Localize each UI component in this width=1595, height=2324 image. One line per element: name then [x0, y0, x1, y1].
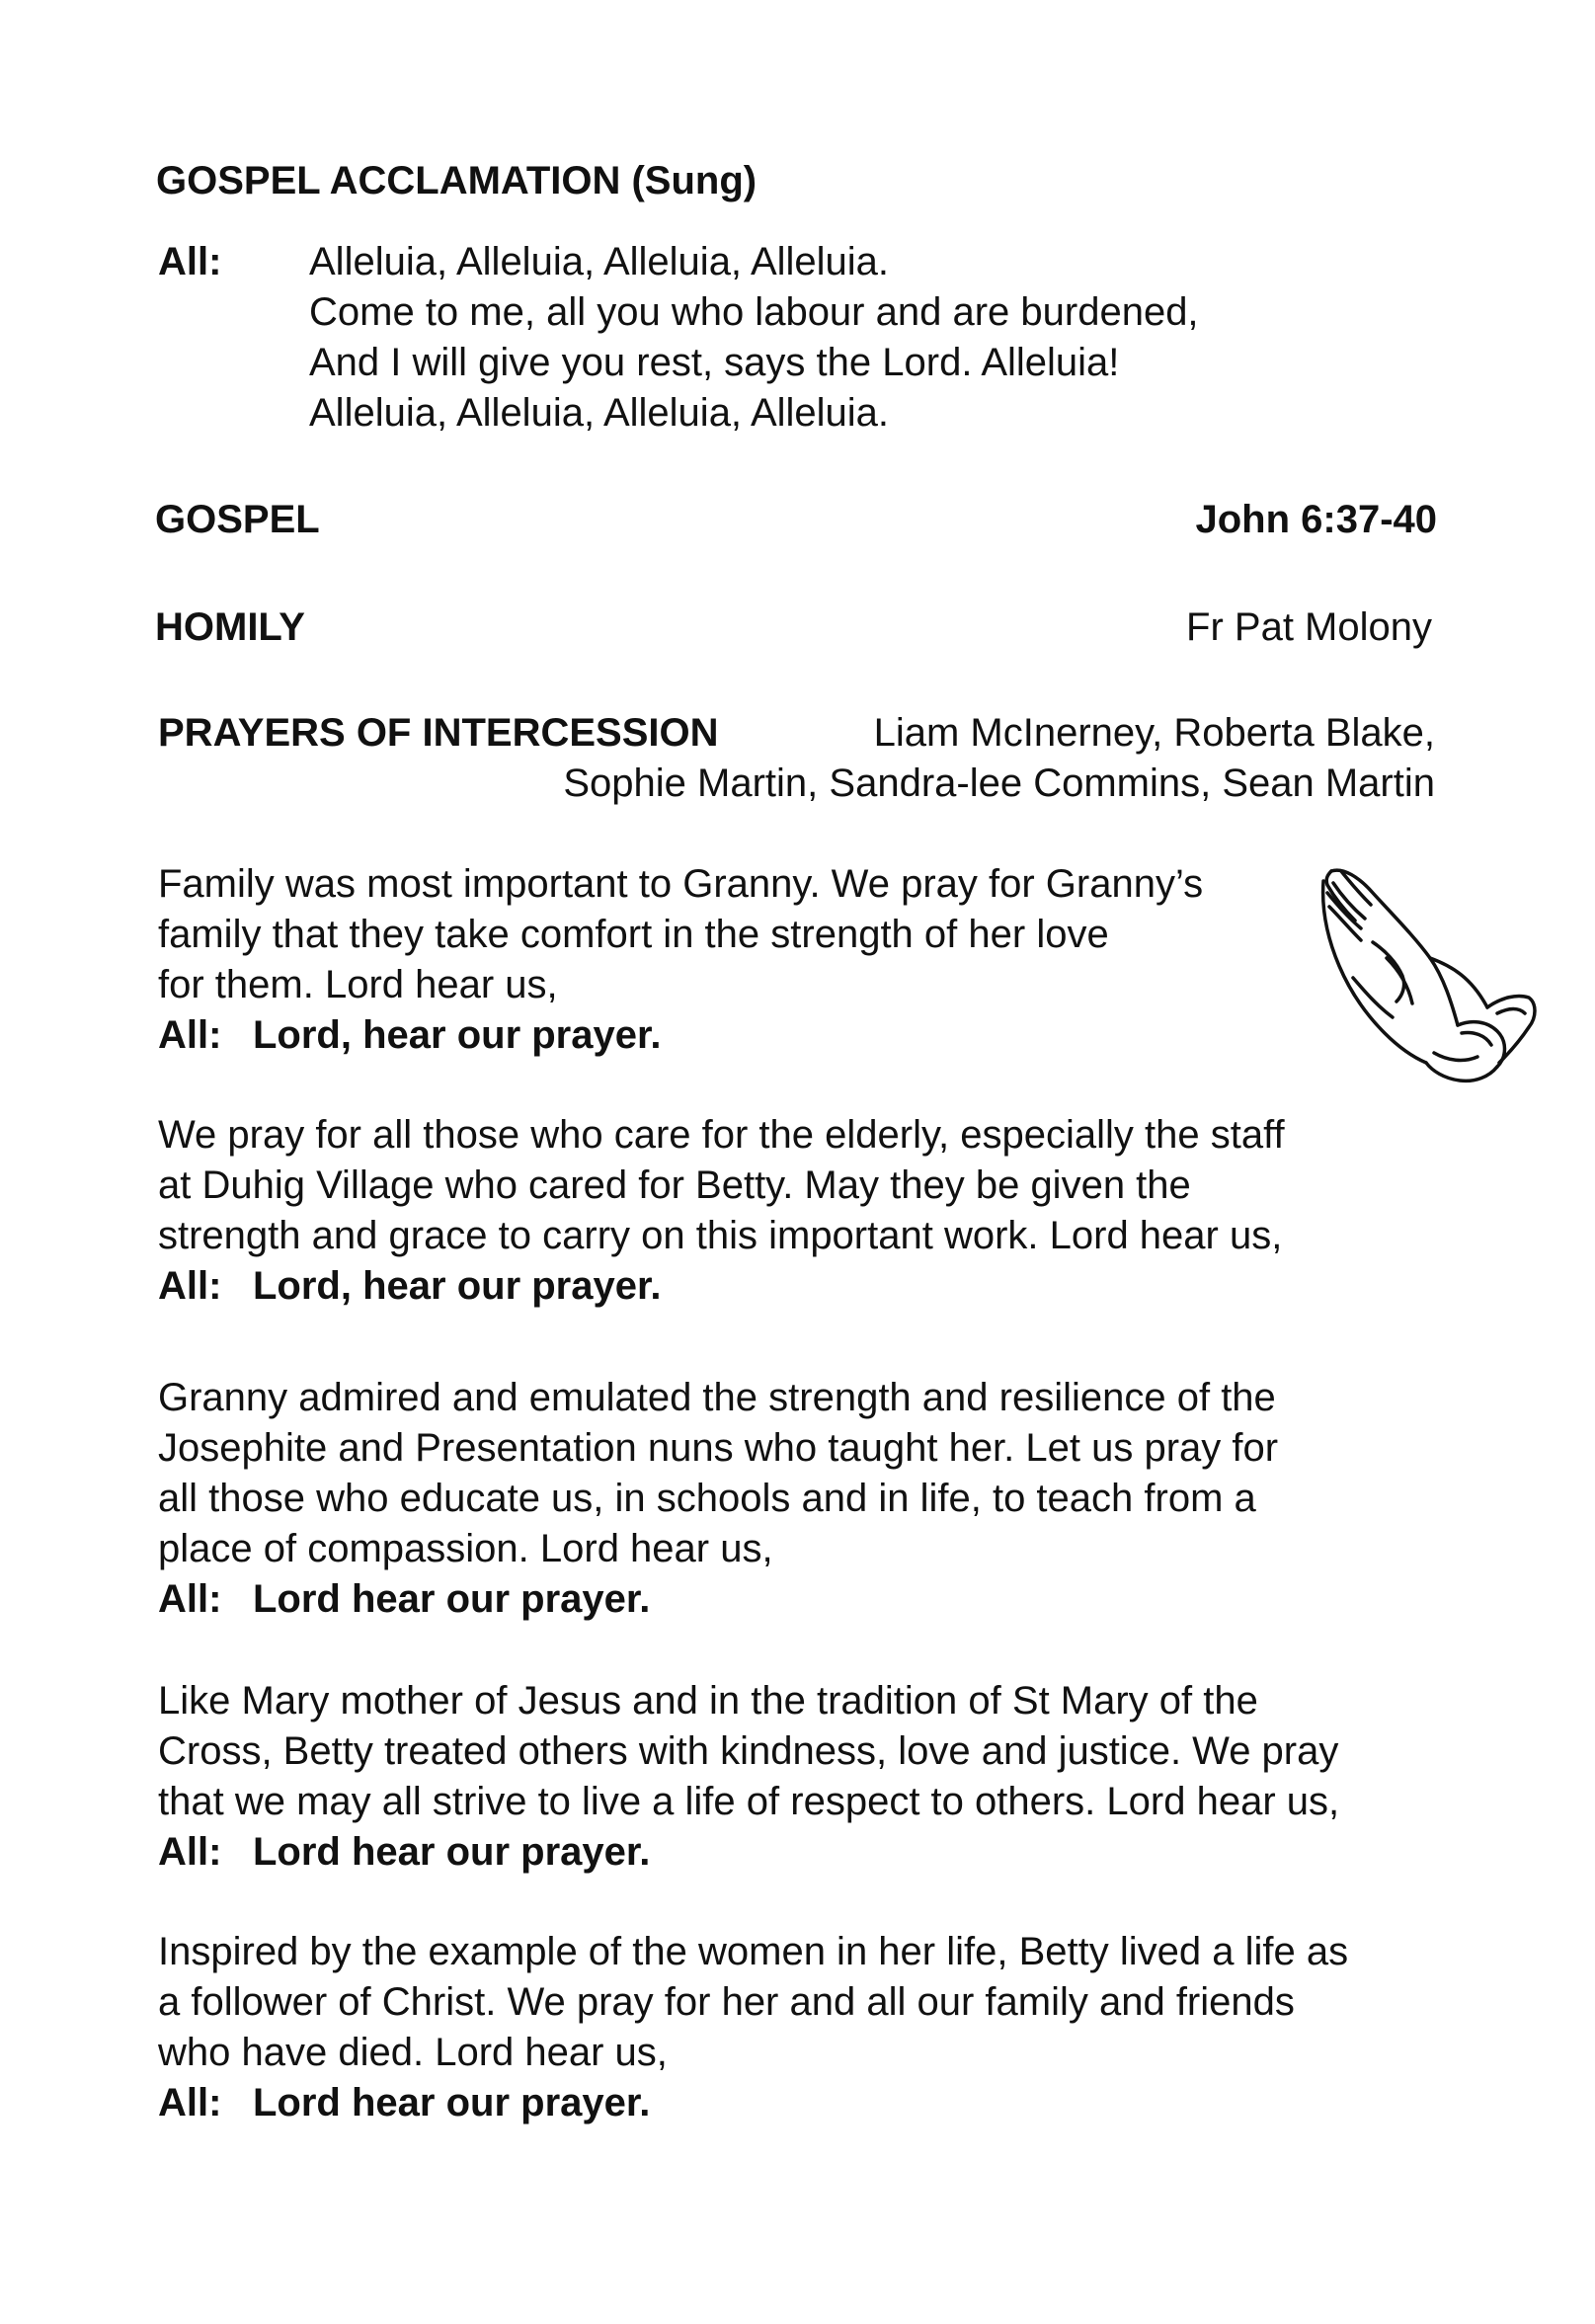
- acclamation-verse: [309, 237, 1199, 439]
- acclamation-line: And I will give you rest, says the Lord. Alleluia!: [309, 341, 1120, 384]
- gospel-heading: GOSPEL: [155, 498, 320, 541]
- prayer-line: a follower of Christ. We pray for her and all our family and friends: [158, 1980, 1295, 2024]
- response-label: All:: [158, 1264, 222, 1308]
- prayer-line: Family was most important to Granny. We pray for Granny’s: [158, 862, 1204, 906]
- prayer-response: [158, 1010, 1203, 1061]
- prayer-line: for them. Lord hear us,: [158, 963, 558, 1006]
- acclamation-line: Alleluia, Alleluia, Alleluia, Alleluia.: [309, 240, 890, 283]
- prayer-line: that we may all strive to live a life of respect to others. Lord hear us,: [158, 1780, 1340, 1823]
- prayer-line: who have died. Lord hear us,: [158, 2031, 668, 2074]
- response-label: All:: [158, 1830, 222, 1874]
- prayer-line: place of compassion. Lord hear us,: [158, 1527, 773, 1570]
- prayer-line: Josephite and Presentation nuns who taught her. Let us pray for: [158, 1426, 1279, 1470]
- prayer-response: [158, 1261, 1285, 1312]
- response-text: Lord, hear our prayer.: [253, 1264, 662, 1308]
- prayer-line: strength and grace to carry on this important work. Lord hear us,: [158, 1214, 1283, 1257]
- acclamation-all-label: All:: [158, 240, 222, 283]
- prayer-line: Like Mary mother of Jesus and in the tradition of St Mary of the: [158, 1679, 1258, 1723]
- response-text: Lord hear our prayer.: [253, 1577, 651, 1621]
- prayer-intention-5: [158, 1927, 1348, 2128]
- response-label: All:: [158, 1013, 222, 1057]
- homily-heading: HOMILY: [155, 605, 305, 649]
- prayer-intention-2: [158, 1110, 1285, 1312]
- prayer-line: Granny admired and emulated the strength and resilience of the: [158, 1376, 1276, 1419]
- prayer-intention-1: [158, 859, 1203, 1061]
- intercession-heading: PRAYERS OF INTERCESSION: [158, 711, 719, 755]
- homily-speaker: Fr Pat Molony: [1186, 605, 1432, 649]
- response-text: Lord hear our prayer.: [253, 1830, 651, 1874]
- acclamation-heading: GOSPEL ACCLAMATION (Sung): [156, 159, 758, 202]
- prayer-line: family that they take comfort in the strength of her love: [158, 913, 1109, 956]
- intercession-readers-line2: Sophie Martin, Sandra-lee Commins, Sean Martin: [563, 761, 1435, 805]
- prayer-intention-3: [158, 1373, 1278, 1625]
- acclamation-line: Alleluia, Alleluia, Alleluia, Alleluia.: [309, 391, 890, 435]
- prayer-intention-4: [158, 1676, 1339, 1878]
- prayer-line: all those who educate us, in schools and in life, to teach from a: [158, 1477, 1256, 1520]
- prayer-line: at Duhig Village who cared for Betty. May they be given the: [158, 1163, 1191, 1207]
- intercession-readers-line1: Liam McInerney, Roberta Blake,: [873, 711, 1435, 755]
- response-text: Lord, hear our prayer.: [253, 1013, 662, 1057]
- prayer-line: We pray for all those who care for the elderly, especially the staff: [158, 1113, 1285, 1157]
- response-label: All:: [158, 2081, 222, 2124]
- response-text: Lord hear our prayer.: [253, 2081, 651, 2124]
- praying-hands-icon: [1314, 859, 1541, 1091]
- prayer-response: [158, 2078, 1348, 2128]
- response-label: All:: [158, 1577, 222, 1621]
- prayer-response: [158, 1574, 1278, 1625]
- gospel-reference: John 6:37-40: [1195, 498, 1437, 541]
- prayer-line: Inspired by the example of the women in her life, Betty lived a life as: [158, 1930, 1349, 1973]
- prayer-response: [158, 1827, 1339, 1878]
- acclamation-line: Come to me, all you who labour and are burdened,: [309, 290, 1199, 334]
- prayer-line: Cross, Betty treated others with kindness, love and justice. We pray: [158, 1729, 1339, 1773]
